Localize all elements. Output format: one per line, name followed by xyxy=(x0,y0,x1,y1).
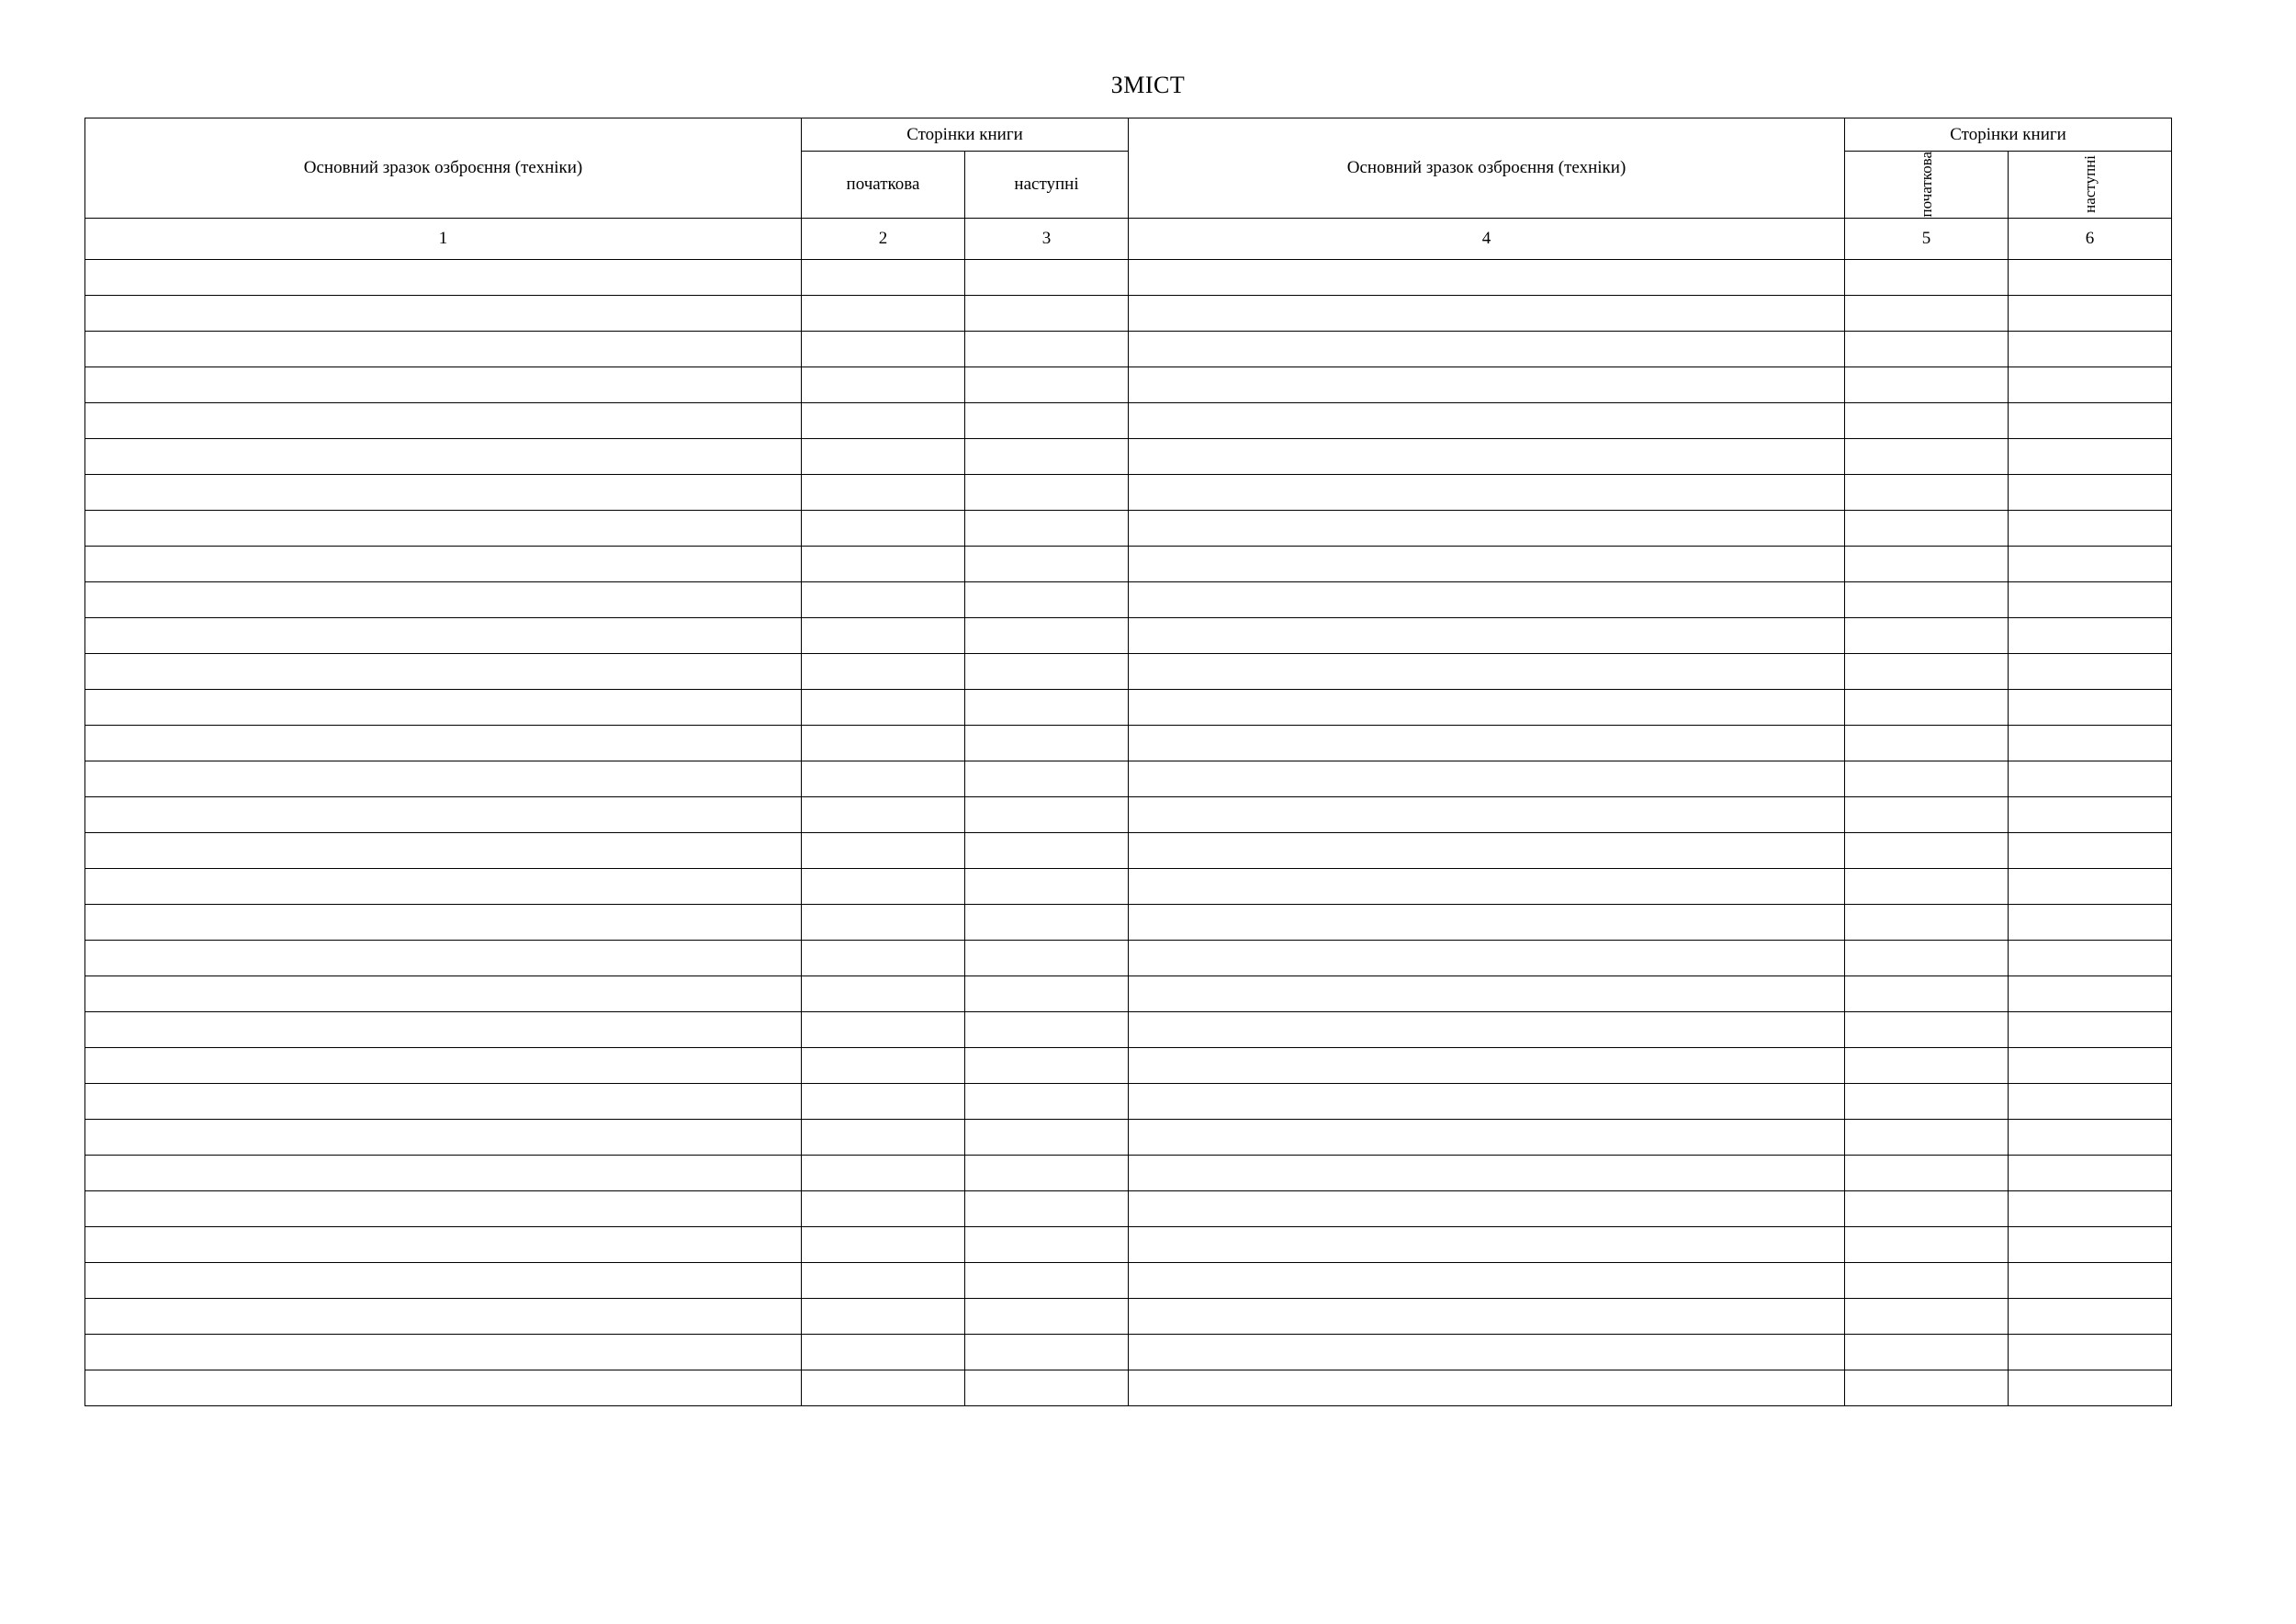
table-cell[interactable] xyxy=(85,1155,802,1190)
table-cell[interactable] xyxy=(85,295,802,331)
header-left-pages-group: Сторінки книги xyxy=(802,118,1129,152)
table-row[interactable] xyxy=(85,1370,2172,1405)
table-cell[interactable] xyxy=(1845,1190,2009,1226)
table-cell[interactable] xyxy=(965,1083,1129,1119)
table-cell[interactable] xyxy=(1129,761,1845,796)
table-cell[interactable] xyxy=(2009,474,2172,510)
table-cell[interactable] xyxy=(1845,1047,2009,1083)
table-cell[interactable] xyxy=(1845,1262,2009,1298)
table-cell[interactable] xyxy=(85,510,802,546)
table-cell[interactable] xyxy=(965,796,1129,832)
table-cell[interactable] xyxy=(1845,546,2009,581)
table-cell[interactable] xyxy=(2009,1119,2172,1155)
table-cell[interactable] xyxy=(2009,940,2172,976)
column-number-row xyxy=(85,218,2172,259)
table-cell[interactable] xyxy=(85,331,802,367)
table-cell[interactable] xyxy=(1845,1334,2009,1370)
table-cell[interactable] xyxy=(1129,1226,1845,1262)
table-cell[interactable] xyxy=(85,1370,802,1405)
table-cell[interactable] xyxy=(802,1226,965,1262)
table-row[interactable] xyxy=(85,832,2172,868)
table-cell[interactable] xyxy=(2009,617,2172,653)
table-cell[interactable] xyxy=(2009,1011,2172,1047)
header-row-group xyxy=(85,118,2172,152)
table-cell[interactable] xyxy=(802,1298,965,1334)
column-number-3: 3 xyxy=(965,218,1129,259)
table-cell[interactable] xyxy=(1129,367,1845,402)
table-cell[interactable] xyxy=(85,725,802,761)
table-cell[interactable] xyxy=(2009,1370,2172,1405)
table-cell[interactable] xyxy=(1845,761,2009,796)
table-cell[interactable] xyxy=(2009,725,2172,761)
table-cell[interactable] xyxy=(1845,510,2009,546)
table-cell[interactable] xyxy=(965,904,1129,940)
table-cell[interactable] xyxy=(802,617,965,653)
table-cell[interactable] xyxy=(1845,438,2009,474)
table-cell[interactable] xyxy=(802,295,965,331)
table-cell[interactable] xyxy=(1845,617,2009,653)
table-cell[interactable] xyxy=(2009,510,2172,546)
table-cell[interactable] xyxy=(85,546,802,581)
table-header xyxy=(85,118,2172,260)
table-row[interactable] xyxy=(85,689,2172,725)
table-row[interactable] xyxy=(85,617,2172,653)
table-row[interactable] xyxy=(85,1226,2172,1262)
table-cell[interactable] xyxy=(802,725,965,761)
table-cell[interactable] xyxy=(965,1298,1129,1334)
table-cell[interactable] xyxy=(965,1334,1129,1370)
table-cell[interactable] xyxy=(2009,904,2172,940)
header-left-page-first: початкова xyxy=(802,152,965,219)
header-right-page-next xyxy=(2009,152,2172,219)
table-cell[interactable] xyxy=(2009,832,2172,868)
table-cell[interactable] xyxy=(965,868,1129,904)
table-cell[interactable] xyxy=(802,796,965,832)
table-cell[interactable] xyxy=(802,1011,965,1047)
column-number-5: 5 xyxy=(1845,218,2009,259)
table-cell[interactable] xyxy=(965,832,1129,868)
table-cell[interactable] xyxy=(1845,725,2009,761)
table-cell[interactable] xyxy=(85,761,802,796)
table-row[interactable] xyxy=(85,402,2172,438)
table-row[interactable] xyxy=(85,761,2172,796)
table-cell[interactable] xyxy=(2009,1298,2172,1334)
table-cell[interactable] xyxy=(1129,940,1845,976)
table-row[interactable] xyxy=(85,1119,2172,1155)
table-cell[interactable] xyxy=(965,474,1129,510)
table-cell[interactable] xyxy=(2009,438,2172,474)
table-cell[interactable] xyxy=(965,1047,1129,1083)
table-cell[interactable] xyxy=(85,940,802,976)
table-cell[interactable] xyxy=(1845,1370,2009,1405)
table-cell[interactable] xyxy=(965,331,1129,367)
table-cell[interactable] xyxy=(85,832,802,868)
header-right-page-next-label: наступні xyxy=(2081,155,2099,214)
table-cell[interactable] xyxy=(85,474,802,510)
table-cell[interactable] xyxy=(1845,653,2009,689)
table-cell[interactable] xyxy=(965,546,1129,581)
table-cell[interactable] xyxy=(1129,796,1845,832)
table-cell[interactable] xyxy=(965,653,1129,689)
table-cell[interactable] xyxy=(85,617,802,653)
table-cell[interactable] xyxy=(1129,976,1845,1011)
table-row[interactable] xyxy=(85,1334,2172,1370)
table-cell[interactable] xyxy=(802,438,965,474)
table-cell[interactable] xyxy=(802,474,965,510)
table-cell[interactable] xyxy=(965,438,1129,474)
table-cell[interactable] xyxy=(802,761,965,796)
table-cell[interactable] xyxy=(1129,1298,1845,1334)
table-cell[interactable] xyxy=(965,725,1129,761)
table-row[interactable] xyxy=(85,1190,2172,1226)
table-cell[interactable] xyxy=(1129,1155,1845,1190)
contents-table-wrapper xyxy=(84,118,2171,1406)
table-row[interactable] xyxy=(85,1155,2172,1190)
table-cell[interactable] xyxy=(1129,474,1845,510)
table-cell[interactable] xyxy=(2009,1047,2172,1083)
table-cell[interactable] xyxy=(85,367,802,402)
table-cell[interactable] xyxy=(1845,868,2009,904)
table-cell[interactable] xyxy=(965,617,1129,653)
column-number-4: 4 xyxy=(1129,218,1845,259)
table-row[interactable] xyxy=(85,1262,2172,1298)
table-cell[interactable] xyxy=(1129,402,1845,438)
table-cell[interactable] xyxy=(802,832,965,868)
table-cell[interactable] xyxy=(1129,725,1845,761)
table-cell[interactable] xyxy=(85,1119,802,1155)
header-right-page-first-label: початкова xyxy=(1918,152,1936,218)
table-cell[interactable] xyxy=(85,976,802,1011)
table-cell[interactable] xyxy=(2009,546,2172,581)
table-cell[interactable] xyxy=(1845,940,2009,976)
table-row[interactable] xyxy=(85,940,2172,976)
table-cell[interactable] xyxy=(1129,1334,1845,1370)
table-cell[interactable] xyxy=(1129,868,1845,904)
table-row[interactable] xyxy=(85,1083,2172,1119)
table-cell[interactable] xyxy=(2009,976,2172,1011)
table-cell[interactable] xyxy=(85,1298,802,1334)
table-cell[interactable] xyxy=(85,796,802,832)
table-cell[interactable] xyxy=(85,868,802,904)
table-row[interactable] xyxy=(85,653,2172,689)
table-cell[interactable] xyxy=(965,581,1129,617)
table-cell[interactable] xyxy=(965,1226,1129,1262)
table-cell[interactable] xyxy=(802,1262,965,1298)
table-cell[interactable] xyxy=(802,868,965,904)
table-row[interactable] xyxy=(85,725,2172,761)
table-cell[interactable] xyxy=(965,1011,1129,1047)
table-cell[interactable] xyxy=(1845,259,2009,295)
table-cell[interactable] xyxy=(802,904,965,940)
table-cell[interactable] xyxy=(85,259,802,295)
table-row[interactable] xyxy=(85,581,2172,617)
table-cell[interactable] xyxy=(85,581,802,617)
table-cell[interactable] xyxy=(2009,367,2172,402)
table-cell[interactable] xyxy=(802,940,965,976)
table-cell[interactable] xyxy=(802,331,965,367)
table-cell[interactable] xyxy=(2009,1083,2172,1119)
table-cell[interactable] xyxy=(802,653,965,689)
table-cell[interactable] xyxy=(2009,1334,2172,1370)
table-cell[interactable] xyxy=(802,546,965,581)
table-cell[interactable] xyxy=(1845,367,2009,402)
table-cell[interactable] xyxy=(85,1226,802,1262)
header-right-pages-group: Сторінки книги xyxy=(1845,118,2172,152)
header-right-equipment: Основний зразок озброєння (техніки) xyxy=(1129,118,1845,219)
table-row[interactable] xyxy=(85,438,2172,474)
table-cell[interactable] xyxy=(2009,1262,2172,1298)
table-cell[interactable] xyxy=(85,904,802,940)
table-cell[interactable] xyxy=(1129,1262,1845,1298)
table-row[interactable] xyxy=(85,259,2172,295)
table-cell[interactable] xyxy=(1845,1083,2009,1119)
table-cell[interactable] xyxy=(802,367,965,402)
column-number-6: 6 xyxy=(2009,218,2172,259)
table-cell[interactable] xyxy=(1129,1083,1845,1119)
table-cell[interactable] xyxy=(1129,1370,1845,1405)
table-cell[interactable] xyxy=(965,1190,1129,1226)
table-cell[interactable] xyxy=(965,761,1129,796)
table-row[interactable] xyxy=(85,904,2172,940)
table-cell[interactable] xyxy=(1845,976,2009,1011)
table-cell[interactable] xyxy=(85,1047,802,1083)
table-cell[interactable] xyxy=(1129,510,1845,546)
table-cell[interactable] xyxy=(85,689,802,725)
table-row[interactable] xyxy=(85,331,2172,367)
table-row[interactable] xyxy=(85,510,2172,546)
table-cell[interactable] xyxy=(85,438,802,474)
table-cell[interactable] xyxy=(1129,832,1845,868)
table-cell[interactable] xyxy=(2009,402,2172,438)
column-number-2: 2 xyxy=(802,218,965,259)
table-cell[interactable] xyxy=(802,581,965,617)
table-cell[interactable] xyxy=(1845,904,2009,940)
table-cell[interactable] xyxy=(1129,1047,1845,1083)
table-cell[interactable] xyxy=(2009,581,2172,617)
table-cell[interactable] xyxy=(1845,1298,2009,1334)
table-cell[interactable] xyxy=(965,976,1129,1011)
table-cell[interactable] xyxy=(1129,581,1845,617)
table-cell[interactable] xyxy=(802,1047,965,1083)
table-cell[interactable] xyxy=(802,510,965,546)
table-cell[interactable] xyxy=(85,1190,802,1226)
table-cell[interactable] xyxy=(2009,689,2172,725)
table-cell[interactable] xyxy=(1129,331,1845,367)
table-cell[interactable] xyxy=(85,1083,802,1119)
table-cell[interactable] xyxy=(1845,832,2009,868)
table-cell[interactable] xyxy=(802,1370,965,1405)
column-number-1: 1 xyxy=(85,218,802,259)
table-cell[interactable] xyxy=(2009,295,2172,331)
table-cell[interactable] xyxy=(965,295,1129,331)
table-row[interactable] xyxy=(85,976,2172,1011)
table-cell[interactable] xyxy=(802,1119,965,1155)
table-cell[interactable] xyxy=(965,689,1129,725)
table-cell[interactable] xyxy=(1845,1155,2009,1190)
table-row[interactable] xyxy=(85,868,2172,904)
table-cell[interactable] xyxy=(85,653,802,689)
table-cell[interactable] xyxy=(1129,653,1845,689)
table-cell[interactable] xyxy=(802,402,965,438)
table-row[interactable] xyxy=(85,796,2172,832)
table-cell[interactable] xyxy=(1129,259,1845,295)
table-cell[interactable] xyxy=(802,1334,965,1370)
table-cell[interactable] xyxy=(1845,689,2009,725)
table-cell[interactable] xyxy=(802,1083,965,1119)
table-cell[interactable] xyxy=(85,1011,802,1047)
table-cell[interactable] xyxy=(1845,581,2009,617)
table-cell[interactable] xyxy=(1845,474,2009,510)
table-cell[interactable] xyxy=(965,510,1129,546)
table-cell[interactable] xyxy=(802,1155,965,1190)
table-cell[interactable] xyxy=(85,1262,802,1298)
table-row[interactable] xyxy=(85,546,2172,581)
table-cell[interactable] xyxy=(802,259,965,295)
table-row[interactable] xyxy=(85,474,2172,510)
table-cell[interactable] xyxy=(1845,1011,2009,1047)
table-cell[interactable] xyxy=(965,1155,1129,1190)
table-cell[interactable] xyxy=(2009,331,2172,367)
table-cell[interactable] xyxy=(85,1334,802,1370)
table-cell[interactable] xyxy=(965,940,1129,976)
table-cell[interactable] xyxy=(2009,653,2172,689)
table-cell[interactable] xyxy=(965,367,1129,402)
table-row[interactable] xyxy=(85,1298,2172,1334)
table-cell[interactable] xyxy=(1845,402,2009,438)
contents-table xyxy=(84,118,2172,1406)
table-cell[interactable] xyxy=(802,1190,965,1226)
table-cell[interactable] xyxy=(802,976,965,1011)
table-row[interactable] xyxy=(85,1011,2172,1047)
table-cell[interactable] xyxy=(2009,761,2172,796)
table-row[interactable] xyxy=(85,295,2172,331)
table-cell[interactable] xyxy=(2009,796,2172,832)
table-cell[interactable] xyxy=(965,402,1129,438)
table-cell[interactable] xyxy=(2009,1155,2172,1190)
table-cell[interactable] xyxy=(1129,438,1845,474)
table-cell[interactable] xyxy=(1129,1190,1845,1226)
table-cell[interactable] xyxy=(802,689,965,725)
header-left-page-next: наступні xyxy=(965,152,1129,219)
table-cell[interactable] xyxy=(965,1262,1129,1298)
table-body xyxy=(85,259,2172,1405)
table-cell[interactable] xyxy=(2009,1190,2172,1226)
table-cell[interactable] xyxy=(2009,868,2172,904)
table-cell[interactable] xyxy=(2009,259,2172,295)
table-cell[interactable] xyxy=(1845,295,2009,331)
table-cell[interactable] xyxy=(2009,1226,2172,1262)
table-cell[interactable] xyxy=(965,1119,1129,1155)
header-right-page-first xyxy=(1845,152,2009,219)
table-cell[interactable] xyxy=(965,1370,1129,1405)
table-cell[interactable] xyxy=(85,402,802,438)
table-cell[interactable] xyxy=(1129,904,1845,940)
table-cell[interactable] xyxy=(1129,1119,1845,1155)
table-cell[interactable] xyxy=(1129,617,1845,653)
table-cell[interactable] xyxy=(1129,295,1845,331)
table-cell[interactable] xyxy=(965,259,1129,295)
page-title: ЗМІСТ xyxy=(1110,72,1186,98)
table-row[interactable] xyxy=(85,367,2172,402)
table-cell[interactable] xyxy=(1129,1011,1845,1047)
table-cell[interactable] xyxy=(1129,546,1845,581)
header-left-equipment: Основний зразок озброєння (техніки) xyxy=(85,118,802,219)
table-cell[interactable] xyxy=(1845,796,2009,832)
table-row[interactable] xyxy=(85,1047,2172,1083)
table-cell[interactable] xyxy=(1845,1226,2009,1262)
table-cell[interactable] xyxy=(1845,331,2009,367)
table-cell[interactable] xyxy=(1845,1119,2009,1155)
table-cell[interactable] xyxy=(1129,689,1845,725)
